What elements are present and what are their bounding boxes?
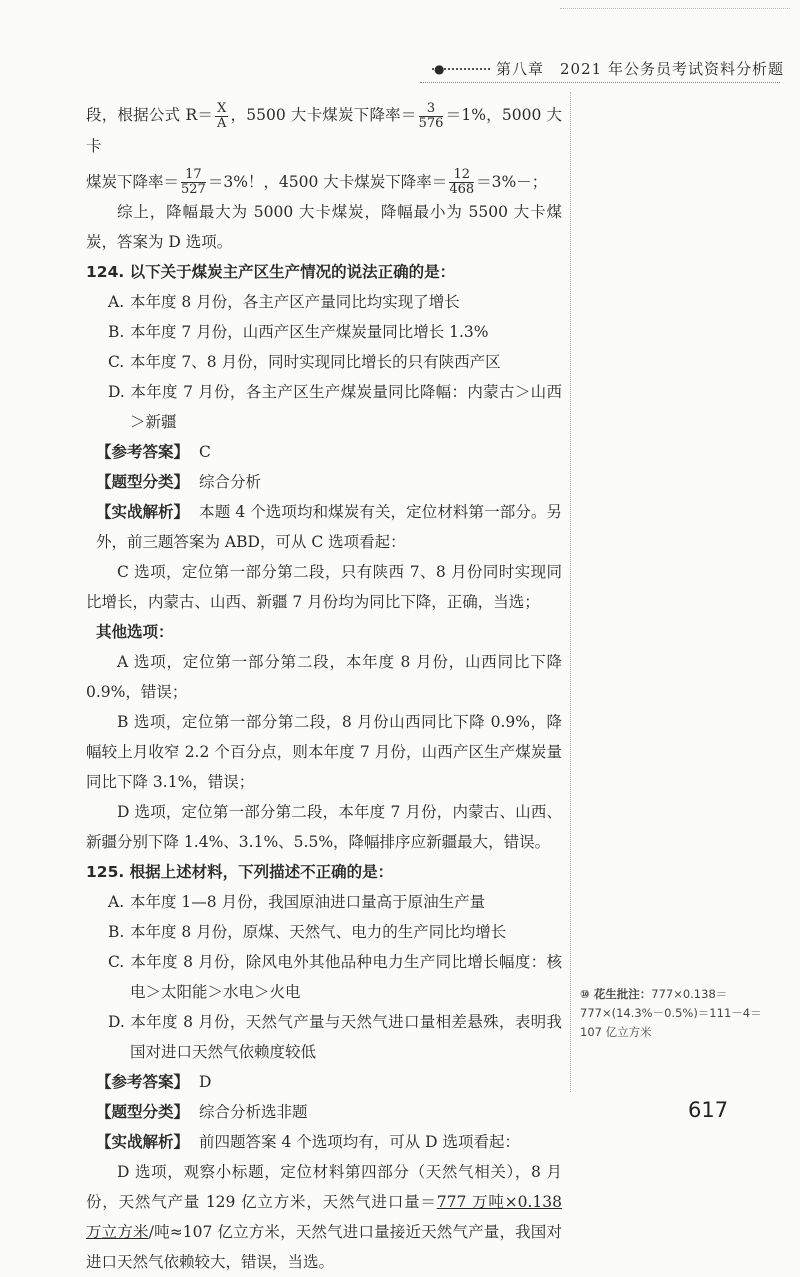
frac-num: X [217,100,227,116]
text-span: ＝1%，5000 大卡 [86,106,562,155]
line-formula-1 [86,100,562,161]
annotation-text: 777×0.138＝777×(14.3%－0.5%)＝111－4＝107 亿立方米 [580,987,762,1039]
option-text: 本年度 8 月份，原煤、天然气、电力的生产同比均增长 [130,923,507,941]
frac-num: 17 [181,168,206,183]
frac-den: A [217,115,227,131]
question-stem: 根据上述材料，下列描述不正确的是： [129,862,394,881]
text-span: ＝3%！，4500 大卡煤炭下降率＝ [207,172,448,191]
explanation-tag: 【实战解析】 [96,502,190,521]
type-124 [86,467,562,497]
type-value: 综合分析选非题 [199,1103,308,1121]
option-letter: A. [108,293,125,311]
question-number: 125. [86,863,125,881]
type-value: 综合分析 [199,473,262,491]
option-125-d [86,1007,562,1067]
option-125-b [86,917,562,947]
side-annotation [580,985,770,1042]
other-options-heading: 其他选项： [96,622,174,641]
explanation-124-a: A 选项，定位第一部分第二段，本年度 8 月份，山西同比下降 0.9%，错误； [86,653,562,701]
explanation-text: 本题 4 个选项均和煤炭有关，定位材料第一部分。另外，前三题答案为 ABD，可从 C 选项看起： [96,503,562,551]
answer-value: D [199,1073,212,1091]
explanation-text: 前四题答案 4 个选项均有，可从 D 选项看起： [199,1133,521,1151]
option-text: 本年度 7、8 月份，同时实现同比增长的只有陕西产区 [130,353,501,371]
text-span: ，5500 大卡煤炭下降率＝ [230,106,417,124]
explanation-124-d: D 选项，定位第一部分第二段，本年度 7 月份，内蒙古、山西、新疆分别下降 1.4%、3.1%、5.5%，降幅排序应新疆最大，错误。 [86,803,562,851]
explanation-125 [86,1127,562,1157]
fraction-12-468 [449,168,474,197]
option-text: 本年度 1—8 月份，我国原油进口量高于原油生产量 [130,893,486,911]
option-124-a [86,287,562,317]
line-formula-2 [86,167,562,198]
main-text [86,100,562,1277]
text-span: 段，根据公式 R＝ [86,106,214,124]
frac-num: 12 [449,168,474,183]
explanation-124-c: C 选项，定位第一部分第二段，只有陕西 7、8 月份同时实现同比增长，内蒙古、山西、新疆 7 月份均为同比下降，正确，当选； [86,563,562,611]
page-number: 617 [688,1098,729,1122]
option-text: 本年度 8 月份，天然气产量与天然气进口量相差悬殊，表明我国对进口天然气依赖度较低 [130,1013,562,1061]
question-number: 124. [86,263,125,281]
frac-num: 3 [419,102,444,117]
answer-value: C [199,443,211,461]
answer-tag: 【参考答案】 [96,1072,190,1091]
option-124-d [86,377,562,437]
option-letter: D. [108,383,125,401]
frac-den: 527 [181,182,206,197]
type-tag: 【题型分类】 [96,1102,190,1121]
type-125 [86,1097,562,1127]
option-125-c [86,947,562,1007]
text-span: ＝3%－； [476,172,548,191]
option-125-a [86,887,562,917]
option-letter: A. [108,893,125,911]
type-tag: 【题型分类】 [96,472,190,491]
option-text: 本年度 8 月份，除风电外其他品种电力生产同比增长幅度：核电＞太阳能＞水电＞火电 [130,953,562,1001]
explanation-125-d [86,1157,562,1277]
underlined-calculation: 777 万吨×0.138 万立方米 [86,1193,562,1241]
question-stem: 以下关于煤炭主产区生产情况的说法正确的是： [129,262,456,281]
annotation-label: ⑩ 花生批注： [580,987,652,1001]
option-text: 本年度 7 月份，各主产区生产煤炭量同比降幅：内蒙古＞山西＞新疆 [130,383,562,431]
header-rule [420,82,780,83]
margin-divider [570,92,571,1092]
text-span: D 选项，观察小标题，定位材料第四部分（天然气相关），8 月份，天然气产量 129 亿立方米，天然气进口量＝ [86,1163,562,1211]
answer-125 [86,1067,562,1097]
question-125 [86,857,562,887]
question-124 [86,257,562,287]
fraction-3-576 [419,102,444,131]
option-letter: D. [108,1013,125,1031]
header-bullet: ● [434,62,445,76]
option-letter: B. [108,323,125,341]
frac-den: 468 [449,182,475,197]
option-124-c [86,347,562,377]
explanation-tag: 【实战解析】 [96,1132,190,1151]
chapter-title: 第八章 2021 年公务员考试资料分析题 [496,60,784,78]
explanation-124-b: B 选项，定位第一部分第二段，8 月份山西同比下降 0.9%，降幅较上月收窄 2.2 个百分点，则本年度 7 月份，山西产区生产煤炭量同比下降 3.1%，错误； [86,713,562,791]
answer-124 [86,437,562,467]
fraction-17-527 [181,168,206,197]
option-letter: C. [108,953,125,971]
option-124-b [86,317,562,347]
option-letter: C. [108,353,125,371]
frac-den: 576 [418,115,444,131]
top-edge-rule [560,8,790,9]
option-text: 本年度 7 月份，山西产区生产煤炭量同比增长 1.3% [130,323,489,341]
answer-tag: 【参考答案】 [96,442,190,461]
summary-paragraph: 综上，降幅最大为 5000 大卡煤炭，降幅最小为 5500 大卡煤炭，答案为 D 选项。 [86,203,562,251]
fraction-x-a [215,102,228,131]
text-span: /吨≈107 亿立方米，天然气进口量接近天然气产量，我国对进口天然气依赖较大，错误，当选。 [86,1223,562,1271]
running-header [420,58,784,88]
option-text: 本年度 8 月份，各主产区产量同比均实现了增长 [130,293,460,311]
option-letter: B. [108,923,125,941]
explanation-124 [86,497,562,557]
text-span: 煤炭下降率＝ [86,172,180,191]
